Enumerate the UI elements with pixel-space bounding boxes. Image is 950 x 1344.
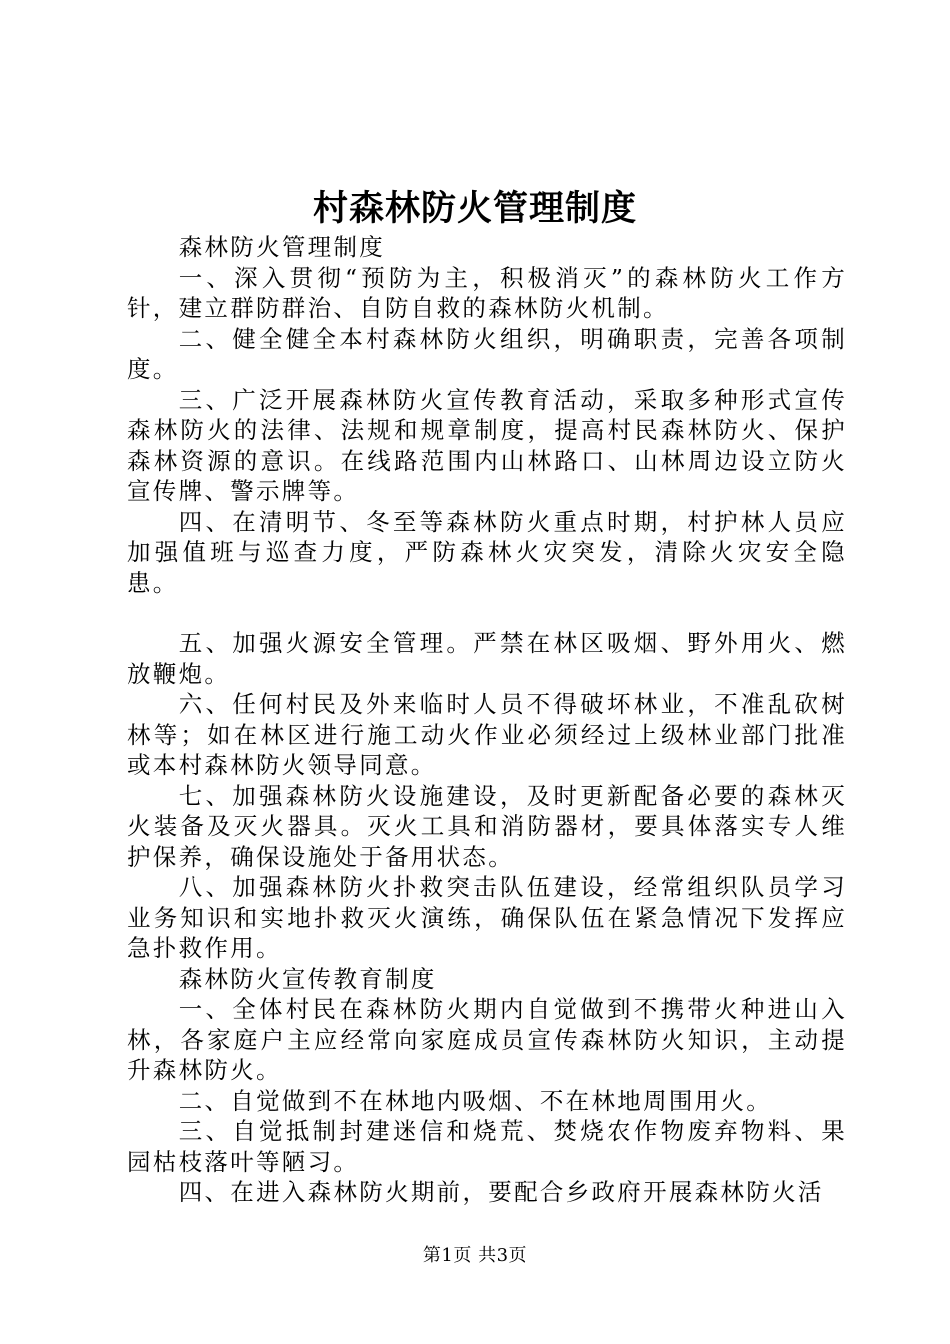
- paragraph: 一、全体村民在森林防火期内自觉做到不携带火种进山入林，各家庭户主应经常向家庭成员宣传森林防火知识，主动提升森林防火。: [127, 995, 847, 1084]
- section-heading: 森林防火宣传教育制度: [178, 964, 437, 993]
- document-title: 村森林防火管理制度: [312, 188, 637, 229]
- paragraph: 二、健全健全本村森林防火组织，明确职责，完善各项制度。: [127, 324, 847, 383]
- paragraph: 七、加强森林防火设施建设，及时更新配备必要的森林灭火装备及灭火器具。灭火工具和消防器材，要具体落实专人维护保养，确保设施处于备用状态。: [127, 781, 847, 871]
- paragraph: 一、深入贯彻“预防为主，积极消灭”的森林防火工作方针，建立群防群治、自防自救的森林防火机制。: [127, 263, 847, 322]
- document-body: [127, 232, 847, 1208]
- page-footer: 第1页 共3页: [422, 1245, 528, 1266]
- paragraph: 五、加强火源安全管理。严禁在林区吸烟、野外用火、燃放鞭炮。: [127, 629, 847, 688]
- section-heading: 森林防火管理制度: [178, 233, 386, 261]
- paragraph: 六、任何村民及外来临时人员不得破坏林业，不准乱砍树林等；如在林区进行施工动火作业必须经过上级林业部门批准或本村森林防火领导同意。: [127, 690, 847, 779]
- paragraph: 四、在清明节、冬至等森林防火重点时期，村护林人员应加强值班与巡查力度，严防森林火灾突发，清除火灾安全隐患。: [127, 507, 847, 597]
- paragraph: 三、自觉抵制封建迷信和烧荒、焚烧农作物废弃物料、果园枯枝落叶等陋习。: [127, 1117, 847, 1176]
- paragraph: 八、加强森林防火扑救突击队伍建设，经常组织队员学习业务知识和实地扑救灭火演练，确保队伍在紧急情况下发挥应急扑救作用。: [127, 873, 847, 962]
- paragraph: 二、自觉做到不在林地内吸烟、不在林地周围用火。: [178, 1086, 773, 1115]
- paragraph: 四、在进入森林防火期前，要配合乡政府开展森林防火活: [178, 1178, 824, 1206]
- paragraph: 三、广泛开展森林防火宣传教育活动，采取多种形式宣传森林防火的法律、法规和规章制度，提高村民森林防火、保护森林资源的意识。在线路范围内山林路口、山林周边设立防火宣传牌、警示牌等。: [127, 385, 847, 505]
